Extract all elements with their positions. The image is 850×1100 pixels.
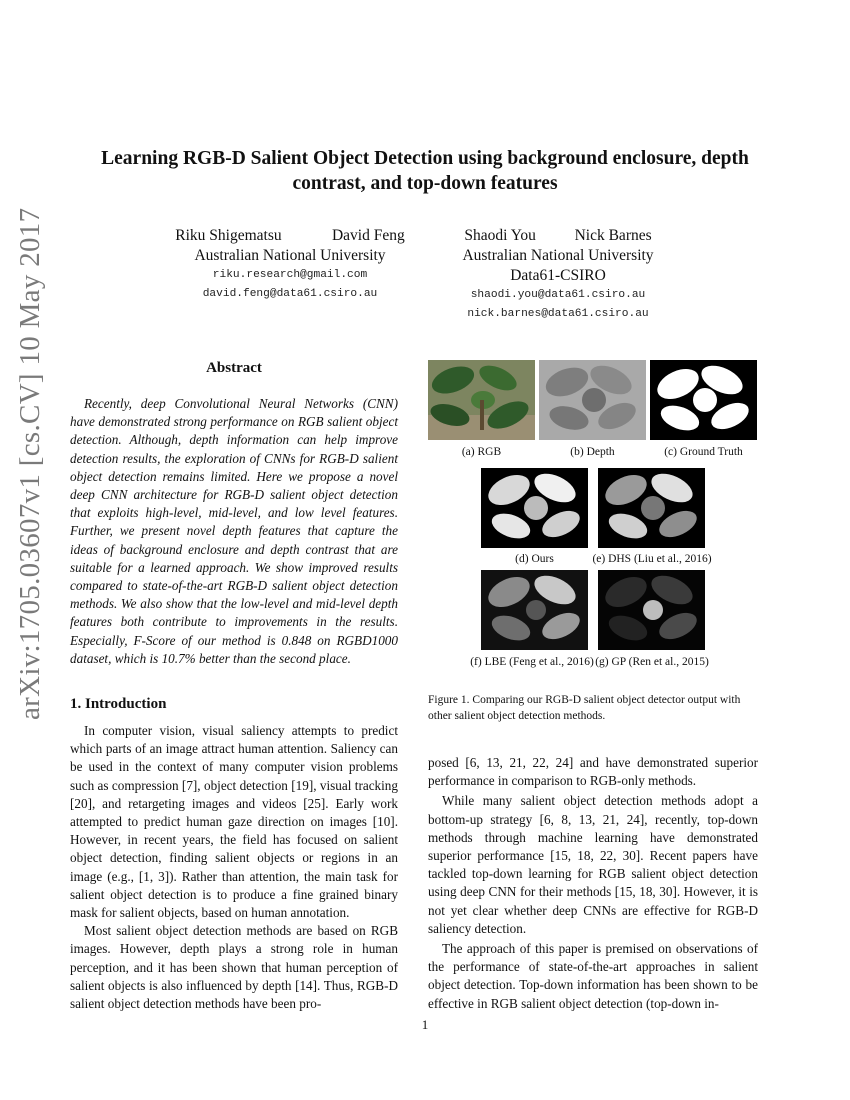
figure-image-ground-truth [650,360,757,440]
right-paragraph-2: The approach of this paper is premised on observations of the performance of state-of-the-art approaches in salient object detection. Top-down information has been shown to be effective in RGB salient object detection (top-down in- [428,941,758,1011]
email-david[interactable]: david.feng@data61.csiro.au [202,288,378,300]
figure-image-depth [539,360,646,440]
figure-label-e: (e) DHS (Liu et al., 2016) [592,553,712,565]
affiliation-right-1: Australian National University [462,247,654,264]
email-nick[interactable]: nick.barnes@data61.csiro.au [467,308,649,320]
figure-label-f: (f) LBE (Feng et al., 2016) [470,656,594,668]
page-number: 1 [421,1017,429,1032]
authors-right [438,226,678,324]
figure-image-ours [481,468,588,548]
affiliation-right-2: Data61-CSIRO [510,267,606,284]
title-line-1: Learning RGB-D Salient Object Detection using background enclosure, depth [101,148,749,169]
authors-left [150,226,430,304]
abstract-heading: Abstract [206,360,262,376]
figure-label-d: (d) Ours [515,553,554,565]
abstract-paragraph: Recently, deep Convolutional Neural Networks (CNN) have demonstrated strong performance on RGB salient object detection. Although, depth information can help improve detection results, the exploration of CNNs for RGB-D salient object detection remains limited. Here we propose a novel deep CNN architecture for RGB-D salient object detection that exploits high-level, mid-level, and low level features. Further, we present novel depth features that capture the ideas of background enclosure and depth contrast that are suitable for a learned approach. We show improved results compared to state-of-the-art RGB-D salient object detection methods. We also show that the low-level and mid-level depth features both contribute to improvements in the results. Especially, F-Score of our method is 0.848 on RGBD1000 dataset, which is 10.7% better than the second place. [70,396,398,666]
figure-image-rgb [428,360,535,440]
intro-paragraph-1: In computer vision, visual saliency attempts to predict which parts of an image attract human attention. Saliency can be used in the context of many computer vision problems such as compression [7], object detection [19], visual tracking [20], and retargeting images and videos [25]. Early work attempted to predict human gaze direction on images [10]. However, in recent years, the field has focused on salient object detection, finding salient objects or regions in an image (e.g., [1, 3]). Rather than attention, the main task for salient object detection is to produce a fine grained binary mask for salient objects, based on human annotation. [70,723,398,921]
figure-image-gp [598,570,705,650]
figure-image-lbe [481,570,588,650]
title-line-2: contrast, and top-down features [292,173,558,194]
right-paragraph-0: posed [6, 13, 21, 22, 24] and have demonstrated superior performance in comparison to RGB-only methods. [428,755,758,789]
affiliation-left: Australian National University [194,247,386,264]
intro-paragraph-2: Most salient object detection methods are based on RGB images. However, depth plays a strong role in human perception, and it has been shown that human perception of salient objects is also influenced by depth [14]. Thus, RGB-D salient object detection methods have been pro- [70,923,398,1012]
figure-image-dhs [598,468,705,548]
right-paragraph-1: While many salient object detection methods adopt a bottom-up strategy [6, 8, 13, 21, 24], recently, top-down methods through machine learning have demonstrated superior performance [15, 18, 22, 30]. Recent papers have tackled top-down learning for RGB salient object detection using deep CNN for their methods [15, 18, 30]. However, it is not yet clear whether deep CNNs are effective for RGB-D saliency detection. [428,793,758,936]
figure-label-c: (c) Ground Truth [664,446,743,458]
figure-label-b: (b) Depth [570,446,615,458]
figure-caption: Figure 1. Comparing our RGB-D salient object detector output with other salient object detection methods. [428,694,741,722]
intro-body [70,722,398,1013]
email-riku[interactable]: riku.research@gmail.com [212,269,368,281]
arxiv-identifier: arXiv:1705.03607v1 [cs.CV] 10 May 2017 [14,207,46,720]
abstract-body [70,395,398,668]
figure-label-a: (a) RGB [461,446,502,458]
email-shaodi[interactable]: shaodi.you@data61.csiro.au [470,289,646,301]
paper-title [60,146,790,196]
right-column-body [428,754,758,1013]
figure-label-g: (g) GP (Ren et al., 2015) [595,656,709,668]
intro-heading: 1. Introduction [70,696,167,712]
author-names-right: Shaodi You Nick Barnes [464,227,652,244]
author-names-left: Riku Shigematsu David Feng [175,227,405,244]
